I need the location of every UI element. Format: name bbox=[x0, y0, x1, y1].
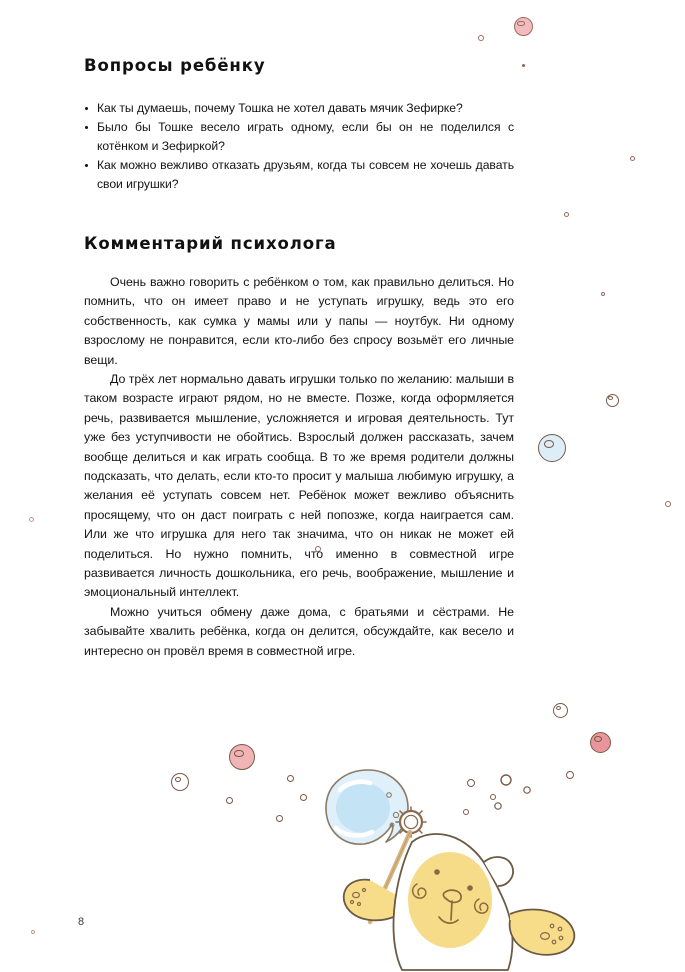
commentary-paragraph: До трёх лет нормально давать игрушки только по желанию: малыши в таком возрасте играют рядом, но не вместе. Позже, когда оформляется речь, развивается мышление, усложняется и игровая деятельность. Тут уже без уступчивости не обойтись. Взрослый должен рассказать, зачем вообще делиться и как играть сообща. В то же время родители должны подсказать, что делать, если кто-то просит у малыша любимую игрушку, а желания её уступать совсем нет. Ребёнок может вежливо объяснить просящему, что он даст поиграть с ней попозже, когда наиграется сам. Или же что игрушка для него так значима, что он никак не может ей поделиться. Но нужно помнить, что именно в совместной игре развивается личность дошкольника, его речь, воображение, мышление и эмоциональный интеллект. bbox=[84, 372, 514, 600]
commentary-heading: Комментарий психолога bbox=[84, 234, 337, 254]
questions-heading: Вопросы ребёнку bbox=[84, 56, 266, 75]
small-bubbles-group bbox=[495, 775, 530, 809]
list-item: Было бы Тошке весело играть одному, если бы он не поделился с котёнком и Зефиркой? bbox=[84, 118, 514, 155]
decorative-bubble bbox=[300, 794, 307, 801]
decorative-bubble bbox=[553, 703, 568, 718]
decorative-bubble bbox=[606, 394, 619, 407]
decorative-bubble bbox=[287, 775, 294, 782]
page-number: 8 bbox=[78, 916, 85, 928]
decorative-bubble-highlight bbox=[594, 736, 602, 742]
decorative-bubble-highlight bbox=[234, 750, 244, 758]
decorative-bubble-highlight bbox=[175, 777, 182, 782]
page-content bbox=[84, 56, 514, 661]
decorative-bubble bbox=[665, 501, 671, 507]
decorative-bubble bbox=[276, 815, 283, 822]
decorative-bubble bbox=[514, 17, 533, 36]
decorative-bubble bbox=[630, 156, 635, 161]
decorative-bubble bbox=[590, 732, 611, 753]
decorative-bubble-highlight bbox=[517, 21, 524, 27]
decorative-bubble-highlight bbox=[544, 440, 555, 448]
decorative-bubble-highlight bbox=[608, 396, 613, 400]
decorative-bubble bbox=[522, 64, 525, 67]
commentary-paragraph: Можно учиться обмену даже дома, с братьями и сёстрами. Не забывайте хвалить ребёнка, когда он делится, обсуждайте, как весело и интересно он провёл время в совместной игре. bbox=[84, 604, 514, 658]
decorative-bubble bbox=[601, 292, 605, 296]
decorative-bubble-highlight bbox=[556, 706, 562, 710]
list-item: Как ты думаешь, почему Тошка не хотел давать мячик Зефирке? bbox=[84, 99, 514, 118]
decorative-bubble bbox=[171, 773, 189, 791]
big-soap-bubble bbox=[326, 770, 408, 844]
decorative-bubble bbox=[538, 434, 566, 462]
list-item: Как можно вежливо отказать друзьям, когда ты совсем не хочешь давать свои игрушки? bbox=[84, 156, 514, 193]
decorative-bubble bbox=[478, 35, 484, 41]
decorative-bubble bbox=[31, 930, 35, 934]
section-spacer bbox=[84, 194, 514, 234]
bear-figure bbox=[344, 834, 575, 970]
bear-illustration bbox=[318, 762, 618, 972]
decorative-bubble bbox=[226, 797, 233, 804]
decorative-bubble bbox=[229, 744, 255, 770]
questions-list bbox=[84, 99, 514, 194]
bear-blowing-bubbles-svg bbox=[318, 762, 618, 972]
decorative-bubble bbox=[29, 517, 34, 522]
commentary-paragraph: Очень важно говорить с ребёнком о том, как правильно делиться. Но помнить, что он имеет право и не уступать игрушку, ведь это его собственность, как сумка у мамы или у папы — ноутбук. Ни одному взрослому не понравится, если кто-либо без спросу возьмёт его личные вещи. bbox=[84, 274, 514, 367]
decorative-bubble bbox=[564, 212, 569, 217]
